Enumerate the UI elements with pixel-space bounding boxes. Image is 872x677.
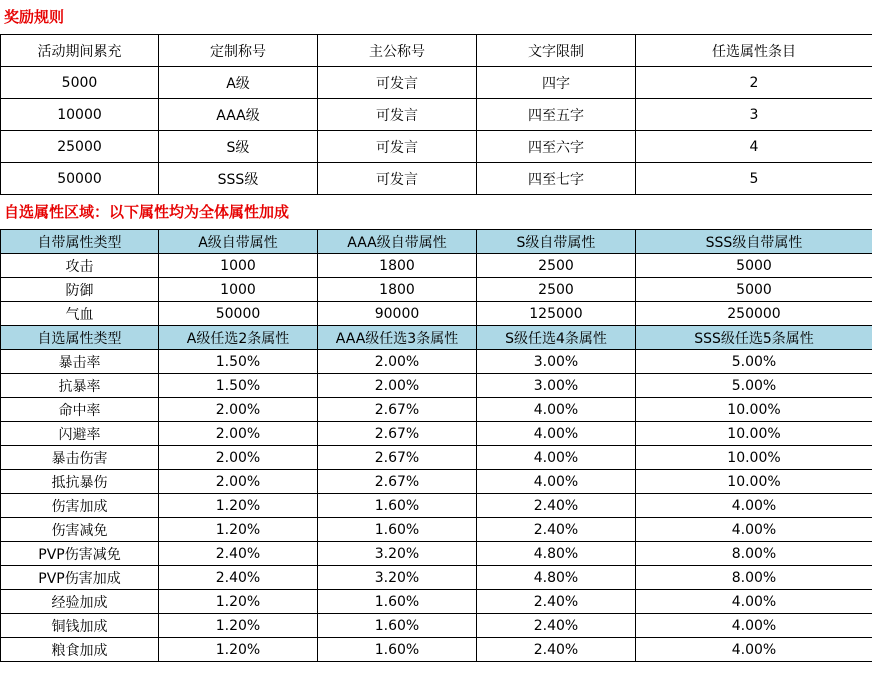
table-cell: 4.00% [477,446,636,470]
table-cell: 2 [636,67,872,99]
table-cell: 4.80% [477,542,636,566]
table-cell: 1.50% [159,374,318,398]
table-cell: 5000 [636,254,872,278]
table-cell: A级任选2条属性 [159,326,318,350]
table-row [1,494,872,518]
table-cell: 文字限制 [477,35,636,67]
attribute-section-title: 自选属性区域：以下属性均为全体属性加成 [4,203,290,221]
table-cell: 250000 [636,302,872,326]
table-cell: SSS级 [159,163,318,195]
table-cell: 125000 [477,302,636,326]
table-header-row [1,230,872,254]
table-cell: 1.60% [318,518,477,542]
table-cell: 1800 [318,254,477,278]
table-cell: AAA级自带属性 [318,230,477,254]
table-cell: 抵抗暴伤 [1,470,159,494]
table-row [1,163,872,195]
table-cell: PVP伤害加成 [1,566,159,590]
table-cell: 4.00% [636,494,872,518]
table-cell: 暴击伤害 [1,446,159,470]
table-cell: 可发言 [318,131,477,163]
table-cell: 1800 [318,278,477,302]
table-cell: 防御 [1,278,159,302]
table-cell: A级自带属性 [159,230,318,254]
table-header-row [1,35,872,67]
table-row [1,398,872,422]
table-cell: 5.00% [636,374,872,398]
table-cell: 2.00% [159,446,318,470]
table-cell: AAA级 [159,99,318,131]
table-cell: SSS级任选5条属性 [636,326,872,350]
table-cell: 1.60% [318,590,477,614]
table-cell: 5000 [636,278,872,302]
table-cell: 2.40% [477,638,636,662]
table-cell: 1000 [159,278,318,302]
table-cell: 伤害加成 [1,494,159,518]
table-cell: PVP伤害减免 [1,542,159,566]
table-cell: 4.00% [477,422,636,446]
table-row [1,422,872,446]
table-cell: 可发言 [318,163,477,195]
table-cell: 铜钱加成 [1,614,159,638]
table-row [1,518,872,542]
table-cell: S级 [159,131,318,163]
table-row [1,470,872,494]
table-cell: 2.00% [318,374,477,398]
table-cell: 1.50% [159,350,318,374]
table-row [1,566,872,590]
table-cell: 四至七字 [477,163,636,195]
table-cell: 3.20% [318,542,477,566]
table-cell: 2.40% [477,518,636,542]
table-cell: 10.00% [636,446,872,470]
table-cell: 10.00% [636,398,872,422]
table-cell: 2.67% [318,398,477,422]
table-cell: 自选属性类型 [1,326,159,350]
table-row [1,614,872,638]
table-cell: 4 [636,131,872,163]
table-cell: 伤害减免 [1,518,159,542]
table-cell: 可发言 [318,67,477,99]
table-cell: 2.40% [477,614,636,638]
table-cell: 2.40% [159,566,318,590]
table-cell: 1.60% [318,638,477,662]
table-cell: 命中率 [1,398,159,422]
table-cell: 2.00% [159,422,318,446]
table-row [1,67,872,99]
table-cell: 1.20% [159,614,318,638]
table-cell: 10.00% [636,422,872,446]
table-row [1,374,872,398]
table-cell: 5000 [1,67,159,99]
table-cell: 1.20% [159,494,318,518]
table-cell: 4.80% [477,566,636,590]
table-cell: 2500 [477,254,636,278]
table-cell: 2.67% [318,470,477,494]
table-cell: 经验加成 [1,590,159,614]
table-cell: 4.00% [636,590,872,614]
table-cell: 暴击率 [1,350,159,374]
table-cell: 2.00% [318,350,477,374]
table-row [1,542,872,566]
table-cell: 2500 [477,278,636,302]
table-row [1,350,872,374]
table-cell: 50000 [1,163,159,195]
table-header-row [1,326,872,350]
table-cell: SSS级自带属性 [636,230,872,254]
table-cell: 3.00% [477,350,636,374]
table-cell: A级 [159,67,318,99]
table-cell: 四字 [477,67,636,99]
table-cell: 2.67% [318,446,477,470]
reward-rules-table [0,34,872,195]
table-cell: AAA级任选3条属性 [318,326,477,350]
table-cell: 2.00% [159,470,318,494]
table-row [1,254,872,278]
table-cell: 闪避率 [1,422,159,446]
table-cell: 2.40% [159,542,318,566]
table-cell: 4.00% [636,518,872,542]
table-cell: 1.60% [318,614,477,638]
table-cell: 8.00% [636,566,872,590]
table-cell: 任选属性条目 [636,35,872,67]
table-cell: 2.67% [318,422,477,446]
table-cell: 5 [636,163,872,195]
table-cell: 1.20% [159,518,318,542]
table-cell: 1.60% [318,494,477,518]
table-cell: 四至六字 [477,131,636,163]
table-cell: 4.00% [477,470,636,494]
table-cell: 1000 [159,254,318,278]
table-cell: 10.00% [636,470,872,494]
table-cell: 活动期间累充 [1,35,159,67]
table-row [1,638,872,662]
table-cell: 1.20% [159,638,318,662]
table-cell: 5.00% [636,350,872,374]
table-cell: 4.00% [636,614,872,638]
table-row [1,590,872,614]
table-cell: 50000 [159,302,318,326]
table-cell: 粮食加成 [1,638,159,662]
table-row [1,99,872,131]
table-cell: S级自带属性 [477,230,636,254]
table-cell: 1.20% [159,590,318,614]
table-cell: 10000 [1,99,159,131]
table-cell: 可发言 [318,99,477,131]
table-cell: 攻击 [1,254,159,278]
table-cell: 主公称号 [318,35,477,67]
reward-rules-title: 奖励规则 [4,8,65,26]
table-cell: S级任选4条属性 [477,326,636,350]
table-cell: 90000 [318,302,477,326]
table-cell: 气血 [1,302,159,326]
table-row [1,446,872,470]
table-row [1,278,872,302]
table-cell: 3.20% [318,566,477,590]
table-cell: 抗暴率 [1,374,159,398]
table-cell: 4.00% [636,638,872,662]
table-cell: 四至五字 [477,99,636,131]
table-cell: 3 [636,99,872,131]
table-cell: 8.00% [636,542,872,566]
table-cell: 自带属性类型 [1,230,159,254]
table-row [1,302,872,326]
table-cell: 2.40% [477,590,636,614]
table-cell: 2.00% [159,398,318,422]
table-cell: 25000 [1,131,159,163]
table-cell: 3.00% [477,374,636,398]
attribute-table [0,229,872,662]
table-cell: 定制称号 [159,35,318,67]
table-row [1,131,872,163]
table-cell: 4.00% [477,398,636,422]
table-cell: 2.40% [477,494,636,518]
